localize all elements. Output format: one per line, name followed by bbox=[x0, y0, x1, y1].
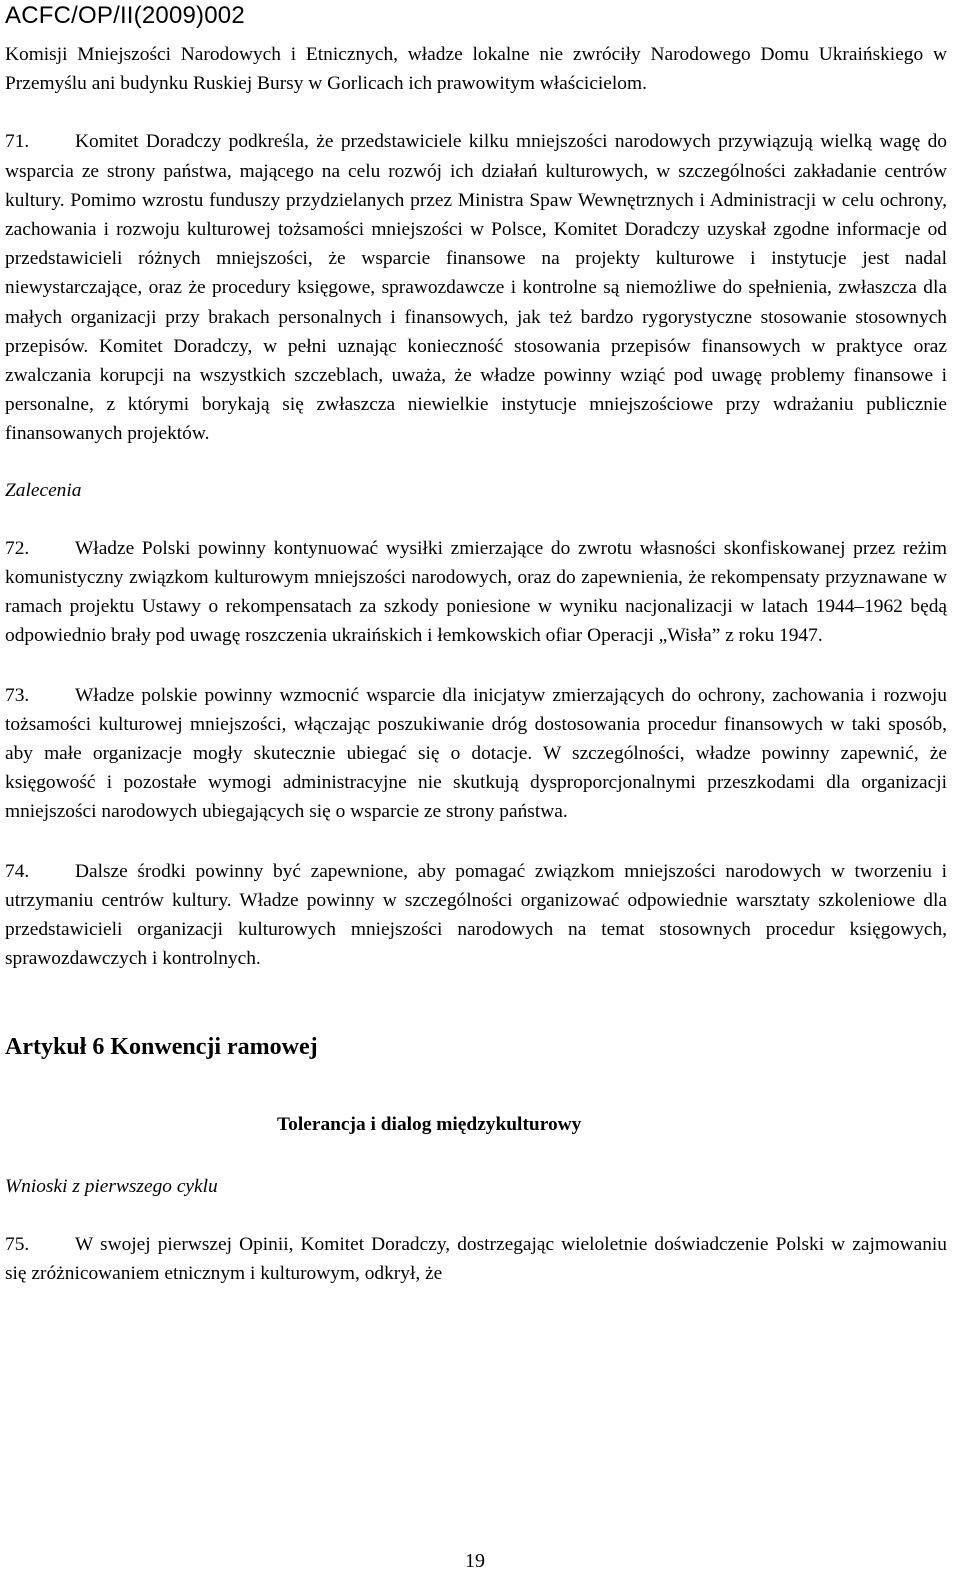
document-code: ACFC/OP/II(2009)002 bbox=[5, 2, 245, 29]
paragraph-72 bbox=[5, 534, 947, 651]
article-subtitle: Tolerancja i dialog międzykulturowy bbox=[277, 1114, 582, 1136]
first-cycle-heading: Wnioski z pierwszego cyklu bbox=[5, 1175, 218, 1197]
paragraph-71 bbox=[5, 127, 947, 448]
continued-paragraph: Komisji Mniejszości Narodowych i Etnicznych, władze lokalne nie zwróciły Narodowego Domu Ukraińskiego w Przemyślu ani budynku Ruskiej Bursy w Gorlicach ich prawowitym właścicielom. bbox=[5, 44, 947, 95]
paragraph-75 bbox=[5, 1230, 947, 1288]
paragraph-73 bbox=[5, 681, 947, 827]
paragraph-74 bbox=[5, 857, 947, 974]
document-body bbox=[5, 40, 947, 1288]
paragraph-text: W swojej pierwszej Opinii, Komitet Doradczy, dostrzegając wieloletnie doświadczenie Polski w zajmowaniu się zróżnicowaniem etnicznym i kulturowym, odkrył, że bbox=[5, 1233, 947, 1285]
page-number: 19 bbox=[465, 1550, 485, 1572]
paragraph-number: 74. bbox=[5, 860, 30, 882]
paragraph-number: 73. bbox=[5, 684, 30, 706]
paragraph-text: Komitet Doradczy podkreśla, że przedstawiciele kilku mniejszości narodowych przywiązują wielką wagę do wsparcia ze strony państwa, mającego na celu rozwój ich działań kulturowych, w szczególności zakładanie centrów kultury. Pomimo wzrostu funduszy przydzielanych przez Ministra Spaw Wewnętrznych i Administracji w celu ochrony, zachowania i rozwoju kulturowej tożsamości mniejszości w Polsce, Komitet Doradczy uzyskał zgodne informacje od przedstawicieli różnych mniejszości, że wsparcie finansowe na projekty kulturowe i instytucje jest nadal niewystarczające, oraz że procedury księgowe, sprawozdawcze i kontrolne są niemożliwe do spełnienia, zwłaszcza dla małych organizacji przy brakach personalnych i finansowych, jak też bardzo rygorystyczne stosowanie stosownych przepisów. Komitet Doradczy, w pełni uznając konieczność stosowania przepisów finansowych w praktyce oraz zwalczania korupcji na wszystkich szczeblach, uważa, że władze powinny wziąć pod uwagę problemy finansowe i personalne, z którymi borykają się zwłaszcza niewielkie instytucje mniejszościowe przy wdrażaniu publicznie finansowanych projektów. bbox=[5, 131, 947, 445]
paragraph-number: 75. bbox=[5, 1233, 30, 1255]
paragraph-text: Władze polskie powinny wzmocnić wsparcie dla inicjatyw zmierzających do ochrony, zachowania i rozwoju tożsamości kulturowej mniejszości, włączając poszukiwanie dróg dostosowania procedur finansowych w taki sposób, aby małe organizacje mogły skutecznie ubiegać się o dotacje. W szczególności, władze powinny zapewnić, że księgowość i pozostałe wymogi administracyjne nie skutkują dysproporcjonalnymi przeszkodami dla organizacji mniejszości narodowych ubiegających się o wsparcie ze strony państwa. bbox=[5, 684, 947, 823]
recommendations-heading: Zalecenia bbox=[5, 479, 82, 501]
paragraph-number: 71. bbox=[5, 131, 30, 153]
paragraph-text: Władze Polski powinny kontynuować wysiłki zmierzające do zwrotu własności skonfiskowanej przez reżim komunistyczny związkom kulturowym mniejszości narodowych, oraz do zapewnienia, że rekompensaty przyznawane w ramach projektu Ustawy o rekompensatach za szkody poniesione w wyniku nacjonalizacji w latach 1944–1962 będą odpowiednio brały pod uwagę roszczenia ukraińskich i łemkowskich ofiar Operacji „Wisła” z roku 1947. bbox=[5, 537, 947, 647]
article-heading: Artykuł 6 Konwencji ramowej bbox=[5, 1034, 318, 1061]
paragraph-number: 72. bbox=[5, 537, 30, 559]
paragraph-text: Dalsze środki powinny być zapewnione, aby pomagać związkom mniejszości narodowych w tworzeniu i utrzymaniu centrów kultury. Władze powinny w szczególności organizować odpowiednie warsztaty szkoleniowe dla przedstawicieli organizacji kulturowych mniejszości narodowych na temat stosownych procedur księgowych, sprawozdawczych i kontrolnych. bbox=[5, 860, 947, 970]
